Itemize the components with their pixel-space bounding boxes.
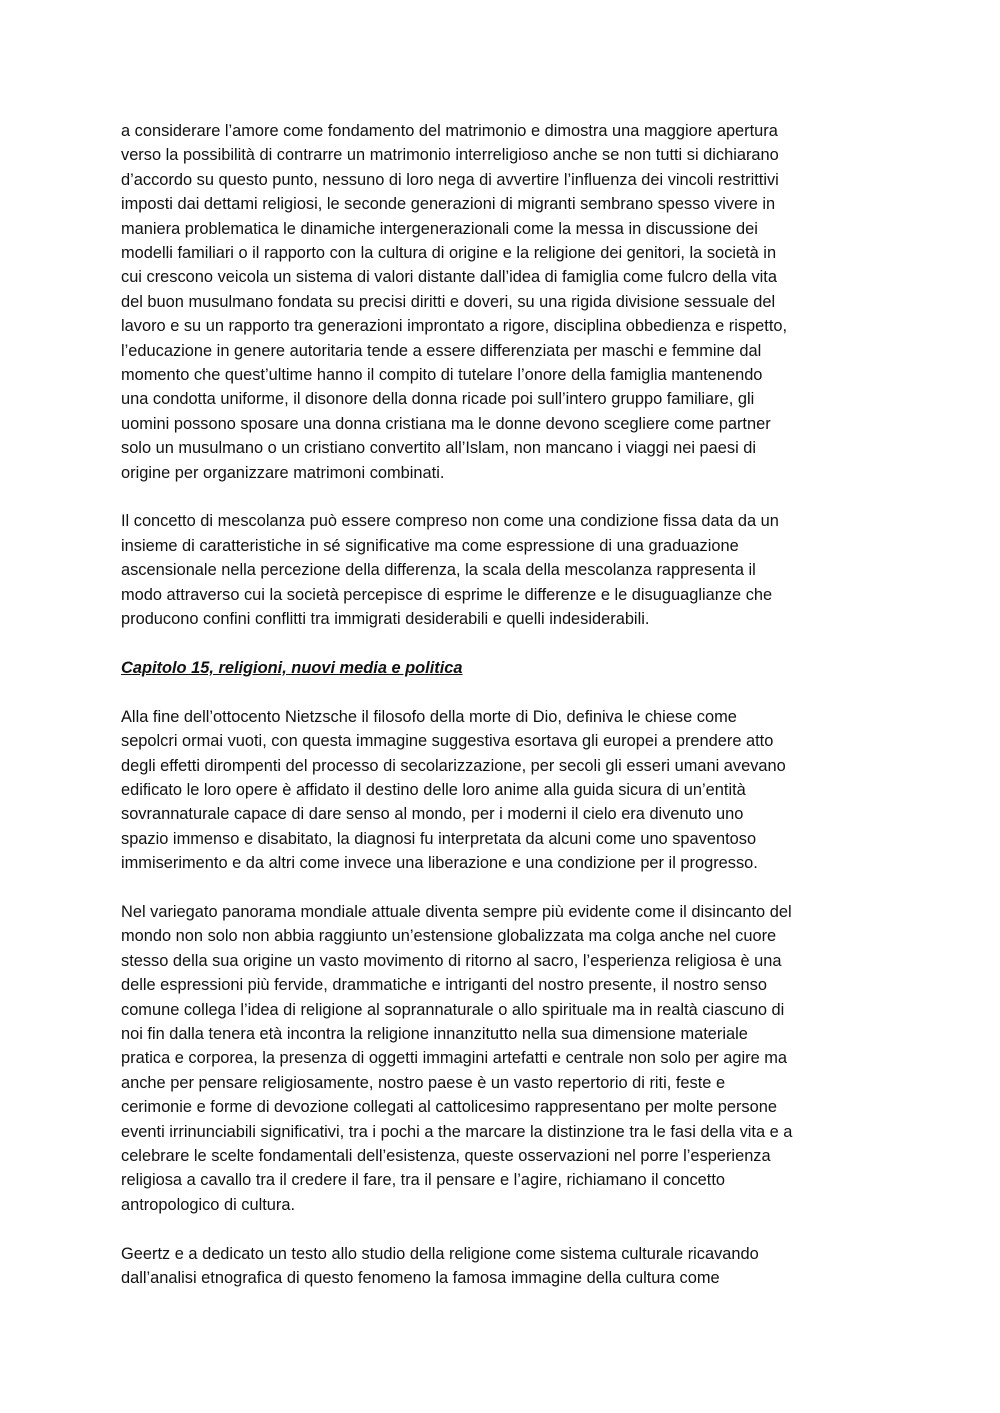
text-line: sepolcri ormai vuoti, con questa immagine suggestiva esortava gli europei a prendere atto xyxy=(121,732,774,751)
text-line: Geertz e a dedicato un testo allo studio della religione come sistema culturale ricavando xyxy=(121,1244,759,1263)
text-line: momento che quest’ultime hanno il compito di tutelare l’onore della famiglia mantenendo xyxy=(121,366,763,385)
text-line: comune collega l’idea di religione al soprannaturale o allo spirituale ma in realtà ciascuno di xyxy=(121,1000,785,1019)
text-line: edificato le loro opere è affidato il destino delle loro anime alla guida sicura di un’entità xyxy=(121,780,746,799)
text-line: del buon musulmano fondata su precisi diritti e doveri, su una rigida divisione sessuale del xyxy=(121,292,776,311)
text-line: modelli familiari o il rapporto con la cultura di origine e la religione dei genitori, la società in xyxy=(121,244,777,263)
text-line: Alla fine dell’ottocento Nietzsche il filosofo della morte di Dio, definiva le chiese come xyxy=(121,707,737,726)
text-line: uomini possono sposare una donna cristiana ma le donne devono scegliere come partner xyxy=(121,414,771,433)
chapter-heading: Capitolo 15, religioni, nuovi media e politica xyxy=(121,658,463,677)
text-line: lavoro e su un rapporto tra generazioni improntato a rigore, disciplina obbedienza e rispetto, xyxy=(121,317,788,336)
text-line: degli effetti dirompenti del processo di secolarizzazione, per secoli gli esseri umani avevano xyxy=(121,756,786,775)
text-line: dall’analisi etnografica di questo fenomeno la famosa immagine della cultura come xyxy=(121,1269,720,1288)
text-line: Il concetto di mescolanza può essere compreso non come una condizione fissa data da un xyxy=(121,512,779,531)
text-line: producono confini conflitti tra immigrati desiderabili e quelli indesiderabili. xyxy=(121,610,650,629)
paragraph-marriage xyxy=(121,119,891,485)
text-line: imposti dai dettami religiosi, le seconde generazioni di migranti sembrano spesso vivere in xyxy=(121,195,776,214)
text-line: Nel variegato panorama mondiale attuale diventa sempre più evidente come il disincanto del xyxy=(121,902,792,921)
paragraph-mescolanza xyxy=(121,509,891,631)
text-line: l’educazione in genere autoritaria tende a essere differenziata per maschi e femmine dal xyxy=(121,341,762,360)
text-line: solo un musulmano o un cristiano convertito all’Islam, non mancano i viaggi nei paesi di xyxy=(121,439,757,458)
text-line: eventi irrinunciabili significativi, tra i pochi a the marcare la distinzione tra le fasi della vita e a xyxy=(121,1122,793,1141)
text-line: noi fin dalla tenera età incontra la religione innanzitutto nella sua dimensione materiale xyxy=(121,1024,748,1043)
paragraph-nietzsche xyxy=(121,705,891,876)
text-line: a considerare l’amore come fondamento del matrimonio e dimostra una maggiore apertura xyxy=(121,122,778,140)
text-line: una condotta uniforme, il disonore della donna ricade poi sull’intero gruppo familiare, gli xyxy=(121,390,755,409)
text-line: immiserimento e da altri come invece una liberazione e una condizione per il progresso. xyxy=(121,854,758,873)
text-line: cui crescono veicola un sistema di valori distante dall’idea di famiglia come fulcro della vita xyxy=(121,268,777,287)
text-line: delle espressioni più fervide, drammatiche e intriganti del nostro presente, il nostro senso xyxy=(121,976,767,995)
text-line: anche per pensare religiosamente, nostro paese è un vasto repertorio di riti, feste e xyxy=(121,1073,726,1092)
text-line: celebrare le scelte fondamentali dell’esistenza, queste osservazioni nel porre l’esperienza xyxy=(121,1147,771,1165)
text-line: ascensionale nella percezione della differenza, la scala della mescolanza rappresenta il xyxy=(121,561,756,580)
document-body xyxy=(121,119,891,1315)
text-line: stesso della sua origine un vasto movimento di ritorno al sacro, l’esperienza religiosa è una xyxy=(121,951,782,970)
text-line: modo attraverso cui la società percepisce di esprime le differenze e le disuguaglianze che xyxy=(121,585,773,604)
text-line: d’accordo su questo punto, nessuno di loro nega di avvertire l’influenza dei vincoli restrittivi xyxy=(121,170,779,189)
text-line: maniera problematica le dinamiche intergenerazionali come la messa in discussione dei xyxy=(121,219,758,238)
text-line: insieme di caratteristiche in sé significative ma come espressione di una graduazione xyxy=(121,536,739,555)
text-line: mondo non solo non abbia raggiunto un’estensione globalizzata ma colga anche nel cuore xyxy=(121,927,777,946)
text-line: cerimonie e forme di devozione collegati al cattolicesimo rappresentano per molte persone xyxy=(121,1098,777,1117)
text-line: origine per organizzare matrimoni combinati. xyxy=(121,463,445,482)
text-line: antropologico di cultura. xyxy=(121,1195,296,1214)
text-line: pratica e corporea, la presenza di oggetti immagini artefatti e centrale non solo per agire ma xyxy=(121,1049,788,1068)
text-line: verso la possibilità di contrarre un matrimonio interreligioso anche se non tutti si dichiarano xyxy=(121,146,779,165)
paragraph-disincanto xyxy=(121,900,891,1217)
paragraph-geertz xyxy=(121,1242,891,1291)
text-line: religiosa a cavallo tra il credere il fare, tra il pensare e l’agire, richiamano il concetto xyxy=(121,1171,726,1190)
text-line: spazio immenso e disabitato, la diagnosi fu interpretata da alcuni come uno spaventoso xyxy=(121,829,757,848)
text-line: sovrannaturale capace di dare senso al mondo, per i moderni il cielo era divenuto uno xyxy=(121,805,744,824)
